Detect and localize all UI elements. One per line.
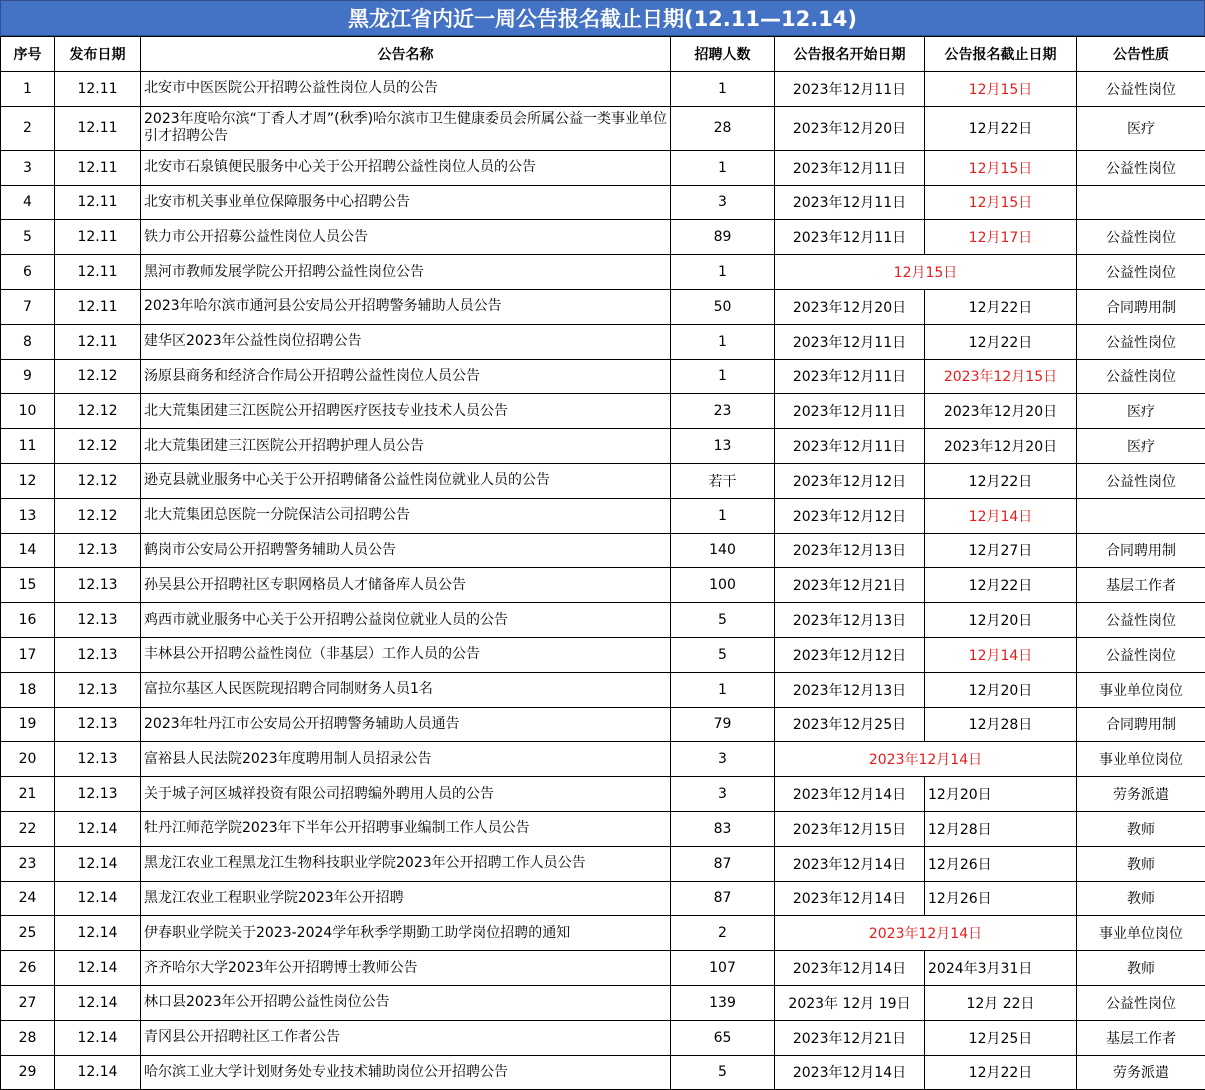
- cell-date[interactable]: 12.13: [55, 568, 141, 603]
- table-row: [1, 72, 1205, 107]
- cell-type[interactable]: 合同聘用制: [1077, 707, 1205, 742]
- cell-type[interactable]: 公益性岗位: [1077, 985, 1205, 1020]
- cell-end[interactable]: 12月22日: [925, 1055, 1077, 1090]
- cell-no[interactable]: 16: [1, 603, 55, 638]
- cell-name[interactable]: 建华区2023年公益性岗位招聘公告: [141, 324, 671, 359]
- cell-no[interactable]: 18: [1, 672, 55, 707]
- cell-name[interactable]: 哈尔滨工业大学计划财务处专业技术辅助岗位公开招聘公告: [141, 1055, 671, 1090]
- cell-name[interactable]: 北安市中医医院公开招聘公益性岗位人员的公告: [141, 72, 671, 107]
- cell-date[interactable]: 12.12: [55, 359, 141, 394]
- cell-end[interactable]: 12月15日: [925, 150, 1077, 185]
- cell-date[interactable]: 12.14: [55, 951, 141, 986]
- cell-end[interactable]: 12月20日: [925, 672, 1077, 707]
- cell-date[interactable]: 12.14: [55, 985, 141, 1020]
- cell-count[interactable]: 1: [671, 498, 775, 533]
- cell-no[interactable]: 10: [1, 394, 55, 429]
- cell-end[interactable]: 12月20日: [925, 603, 1077, 638]
- cell-count[interactable]: 83: [671, 811, 775, 846]
- cell-date[interactable]: 12.12: [55, 429, 141, 464]
- cell-start[interactable]: 2023年12月14日: [775, 846, 925, 881]
- table-row: [1, 881, 1205, 916]
- cell-no[interactable]: 29: [1, 1055, 55, 1090]
- cell-name[interactable]: 鹤岗市公安局公开招聘警务辅助人员公告: [141, 533, 671, 568]
- cell-count[interactable]: 1: [671, 359, 775, 394]
- cell-count[interactable]: 87: [671, 846, 775, 881]
- cell-end[interactable]: 12月22日: [925, 106, 1077, 150]
- cell-date[interactable]: 12.11: [55, 220, 141, 255]
- cell-type[interactable]: 医疗: [1077, 429, 1205, 464]
- cell-end[interactable]: 12月15日: [925, 72, 1077, 107]
- cell-name[interactable]: 铁力市公开招募公益性岗位人员公告: [141, 220, 671, 255]
- cell-end[interactable]: 12月26日: [925, 846, 1077, 881]
- cell-no[interactable]: 12: [1, 463, 55, 498]
- cell-no[interactable]: 20: [1, 742, 55, 777]
- cell-end[interactable]: 2024年3月31日: [925, 951, 1077, 986]
- cell-no[interactable]: 2: [1, 106, 55, 150]
- cell-count[interactable]: 140: [671, 533, 775, 568]
- table-row: [1, 742, 1205, 777]
- cell-name[interactable]: 逊克县就业服务中心关于公开招聘储备公益性岗位就业人员的公告: [141, 463, 671, 498]
- cell-start[interactable]: 2023年12月12日: [775, 498, 925, 533]
- cell-type[interactable]: 医疗: [1077, 394, 1205, 429]
- cell-count[interactable]: 1: [671, 672, 775, 707]
- table-row: [1, 289, 1205, 324]
- table-row: [1, 106, 1205, 150]
- table-row: [1, 811, 1205, 846]
- header-name: 公告名称: [141, 37, 671, 72]
- cell-count[interactable]: 139: [671, 985, 775, 1020]
- cell-name[interactable]: 北安市机关事业单位保障服务中心招聘公告: [141, 185, 671, 220]
- cell-date[interactable]: 12.14: [55, 811, 141, 846]
- cell-count[interactable]: 13: [671, 429, 775, 464]
- cell-date[interactable]: 12.11: [55, 324, 141, 359]
- cell-end[interactable]: 2023年12月20日: [925, 394, 1077, 429]
- cell-start[interactable]: 2023年12月11日: [775, 359, 925, 394]
- cell-date[interactable]: 12.11: [55, 72, 141, 107]
- cell-type[interactable]: 教师: [1077, 951, 1205, 986]
- table-row: [1, 220, 1205, 255]
- cell-count[interactable]: 23: [671, 394, 775, 429]
- cell-no[interactable]: 3: [1, 150, 55, 185]
- cell-count[interactable]: 5: [671, 603, 775, 638]
- table-row: [1, 463, 1205, 498]
- cell-end[interactable]: 12月22日: [925, 568, 1077, 603]
- cell-name[interactable]: 富裕县人民法院2023年度聘用制人员招录公告: [141, 742, 671, 777]
- cell-type[interactable]: 事业单位岗位: [1077, 916, 1205, 951]
- cell-no[interactable]: 15: [1, 568, 55, 603]
- cell-name[interactable]: 汤原县商务和经济合作局公开招聘公益性岗位人员公告: [141, 359, 671, 394]
- cell-end[interactable]: 12月26日: [925, 881, 1077, 916]
- cell-no[interactable]: 28: [1, 1020, 55, 1055]
- cell-count[interactable]: 100: [671, 568, 775, 603]
- cell-count[interactable]: 若干: [671, 463, 775, 498]
- cell-count[interactable]: 5: [671, 1055, 775, 1090]
- header-count: 招聘人数: [671, 37, 775, 72]
- cell-start[interactable]: 2023年12月11日: [775, 150, 925, 185]
- cell-start[interactable]: 2023年12月21日: [775, 568, 925, 603]
- cell-date[interactable]: 12.14: [55, 881, 141, 916]
- cell-count[interactable]: 89: [671, 220, 775, 255]
- cell-type[interactable]: 公益性岗位: [1077, 637, 1205, 672]
- cell-no[interactable]: 23: [1, 846, 55, 881]
- cell-start[interactable]: 2023年12月25日: [775, 707, 925, 742]
- cell-count[interactable]: 1: [671, 72, 775, 107]
- table-row: [1, 150, 1205, 185]
- cell-start[interactable]: 2023年12月14日: [775, 1055, 925, 1090]
- cell-count[interactable]: 50: [671, 289, 775, 324]
- table-row: [1, 846, 1205, 881]
- cell-type[interactable]: 教师: [1077, 846, 1205, 881]
- cell-count[interactable]: 3: [671, 185, 775, 220]
- table-row: [1, 498, 1205, 533]
- cell-name[interactable]: 黑河市教师发展学院公开招聘公益性岗位公告: [141, 255, 671, 290]
- cell-start[interactable]: 2023年12月11日: [775, 220, 925, 255]
- cell-type[interactable]: 公益性岗位: [1077, 150, 1205, 185]
- cell-count[interactable]: 1: [671, 324, 775, 359]
- cell-type[interactable]: 公益性岗位: [1077, 463, 1205, 498]
- cell-name[interactable]: 鸡西市就业服务中心关于公开招聘公益岗位就业人员的公告: [141, 603, 671, 638]
- cell-name[interactable]: 齐齐哈尔大学2023年公开招聘博士教师公告: [141, 951, 671, 986]
- cell-date[interactable]: 12.14: [55, 916, 141, 951]
- table-row: [1, 255, 1205, 290]
- cell-name[interactable]: 2023年牡丹江市公安局公开招聘警务辅助人员通告: [141, 707, 671, 742]
- cell-end[interactable]: 12月28日: [925, 707, 1077, 742]
- cell-no[interactable]: 9: [1, 359, 55, 394]
- cell-no[interactable]: 13: [1, 498, 55, 533]
- cell-start[interactable]: 2023年12月11日: [775, 185, 925, 220]
- cell-date[interactable]: 12.11: [55, 289, 141, 324]
- cell-no[interactable]: 11: [1, 429, 55, 464]
- cell-no[interactable]: 6: [1, 255, 55, 290]
- cell-end[interactable]: 12月22日: [925, 324, 1077, 359]
- cell-type[interactable]: 劳务派遣: [1077, 777, 1205, 812]
- cell-start[interactable]: 2023年12月14日: [775, 881, 925, 916]
- table-row: [1, 1020, 1205, 1055]
- cell-date[interactable]: 12.13: [55, 742, 141, 777]
- cell-no[interactable]: 17: [1, 637, 55, 672]
- cell-no[interactable]: 8: [1, 324, 55, 359]
- cell-name[interactable]: 2023年度哈尔滨“丁香人才周”(秋季)哈尔滨市卫生健康委员会所属公益一类事业单位引才招聘公告: [141, 106, 671, 150]
- header-start: 公告报名开始日期: [775, 37, 925, 72]
- cell-start[interactable]: 2023年12月12日: [775, 463, 925, 498]
- cell-start[interactable]: 2023年12月13日: [775, 533, 925, 568]
- cell-name[interactable]: 牡丹江师范学院2023年下半年公开招聘事业编制工作人员公告: [141, 811, 671, 846]
- table-row: [1, 637, 1205, 672]
- cell-count[interactable]: 28: [671, 106, 775, 150]
- header-date: 发布日期: [55, 37, 141, 72]
- cell-start[interactable]: 2023年12月13日: [775, 603, 925, 638]
- cell-end[interactable]: 12月14日: [925, 637, 1077, 672]
- cell-name[interactable]: 北大荒集团总医院一分院保洁公司招聘公告: [141, 498, 671, 533]
- header-end: 公告报名截止日期: [925, 37, 1077, 72]
- cell-start[interactable]: 2023年12月11日: [775, 429, 925, 464]
- cell-date[interactable]: 12.14: [55, 1020, 141, 1055]
- cell-date[interactable]: 12.12: [55, 463, 141, 498]
- cell-count[interactable]: 1: [671, 255, 775, 290]
- table-row: [1, 951, 1205, 986]
- cell-date[interactable]: 12.11: [55, 185, 141, 220]
- cell-end[interactable]: 12月28日: [925, 811, 1077, 846]
- cell-end[interactable]: 12月 22日: [925, 985, 1077, 1020]
- cell-name[interactable]: 林口县2023年公开招聘公益性岗位公告: [141, 985, 671, 1020]
- cell-type[interactable]: 合同聘用制: [1077, 533, 1205, 568]
- cell-name[interactable]: 北大荒集团建三江医院公开招聘医疗医技专业技术人员公告: [141, 394, 671, 429]
- cell-type[interactable]: 公益性岗位: [1077, 359, 1205, 394]
- header-row: [1, 37, 1205, 72]
- table-row: [1, 1055, 1205, 1090]
- cell-type[interactable]: 事业单位岗位: [1077, 742, 1205, 777]
- cell-date[interactable]: 12.11: [55, 150, 141, 185]
- cell-no[interactable]: 1: [1, 72, 55, 107]
- cell-end[interactable]: 12月20日: [925, 777, 1077, 812]
- table-row: [1, 359, 1205, 394]
- cell-type[interactable]: 医疗: [1077, 106, 1205, 150]
- cell-type[interactable]: 合同聘用制: [1077, 289, 1205, 324]
- cell-end[interactable]: 2023年12月15日: [925, 359, 1077, 394]
- cell-date[interactable]: 12.13: [55, 637, 141, 672]
- sheet-title: 黑龙江省内近一周公告报名截止日期(12.11—12.14): [0, 0, 1205, 36]
- cell-type[interactable]: 劳务派遣: [1077, 1055, 1205, 1090]
- cell-name[interactable]: 北大荒集团建三江医院公开招聘护理人员公告: [141, 429, 671, 464]
- cell-start[interactable]: 2023年12月14日: [775, 951, 925, 986]
- cell-no[interactable]: 4: [1, 185, 55, 220]
- cell-count[interactable]: 5: [671, 637, 775, 672]
- cell-no[interactable]: 5: [1, 220, 55, 255]
- cell-start[interactable]: 2023年12月12日: [775, 637, 925, 672]
- cell-start[interactable]: 2023年12月13日: [775, 672, 925, 707]
- cell-count[interactable]: 3: [671, 777, 775, 812]
- cell-end[interactable]: 12月15日: [925, 185, 1077, 220]
- cell-deadline-merged[interactable]: 12月15日: [775, 255, 1077, 290]
- cell-date[interactable]: 12.12: [55, 394, 141, 429]
- cell-end[interactable]: 12月22日: [925, 289, 1077, 324]
- cell-start[interactable]: 2023年 12月 19日: [775, 985, 925, 1020]
- cell-date[interactable]: 12.12: [55, 498, 141, 533]
- table-row: [1, 533, 1205, 568]
- cell-end[interactable]: 2023年12月20日: [925, 429, 1077, 464]
- cell-end[interactable]: 12月27日: [925, 533, 1077, 568]
- cell-type[interactable]: 公益性岗位: [1077, 255, 1205, 290]
- cell-date[interactable]: 12.13: [55, 533, 141, 568]
- table-row: [1, 394, 1205, 429]
- table-row: [1, 185, 1205, 220]
- cell-name[interactable]: 丰林县公开招聘公益性岗位（非基层）工作人员的公告: [141, 637, 671, 672]
- cell-type[interactable]: [1077, 185, 1205, 220]
- cell-name[interactable]: 关于城子河区城祥投资有限公司招聘编外聘用人员的公告: [141, 777, 671, 812]
- cell-type[interactable]: 公益性岗位: [1077, 220, 1205, 255]
- cell-name[interactable]: 北安市石泉镇便民服务中心关于公开招聘公益性岗位人员的公告: [141, 150, 671, 185]
- cell-type[interactable]: 公益性岗位: [1077, 72, 1205, 107]
- cell-end[interactable]: 12月17日: [925, 220, 1077, 255]
- cell-no[interactable]: 22: [1, 811, 55, 846]
- cell-start[interactable]: 2023年12月11日: [775, 72, 925, 107]
- table-row: [1, 568, 1205, 603]
- cell-name[interactable]: 青冈县公开招聘社区工作者公告: [141, 1020, 671, 1055]
- cell-start[interactable]: 2023年12月11日: [775, 394, 925, 429]
- cell-type[interactable]: 教师: [1077, 811, 1205, 846]
- cell-no[interactable]: 19: [1, 707, 55, 742]
- cell-name[interactable]: 富拉尔基区人民医院现招聘合同制财务人员1名: [141, 672, 671, 707]
- cell-date[interactable]: 12.13: [55, 603, 141, 638]
- cell-name[interactable]: 伊春职业学院关于2023-2024学年秋季学期勤工助学岗位招聘的通知: [141, 916, 671, 951]
- cell-count[interactable]: 107: [671, 951, 775, 986]
- table-row: [1, 916, 1205, 951]
- cell-start[interactable]: 2023年12月20日: [775, 289, 925, 324]
- cell-type[interactable]: 基层工作者: [1077, 568, 1205, 603]
- cell-count[interactable]: 79: [671, 707, 775, 742]
- cell-deadline-merged[interactable]: 2023年12月14日: [775, 916, 1077, 951]
- cell-count[interactable]: 65: [671, 1020, 775, 1055]
- table-row: [1, 707, 1205, 742]
- table-row: [1, 429, 1205, 464]
- announcement-table: [0, 36, 1205, 1090]
- cell-date[interactable]: 12.14: [55, 846, 141, 881]
- cell-deadline-merged[interactable]: 2023年12月14日: [775, 742, 1077, 777]
- cell-type[interactable]: 公益性岗位: [1077, 324, 1205, 359]
- cell-count[interactable]: 1: [671, 150, 775, 185]
- cell-date[interactable]: 12.11: [55, 255, 141, 290]
- cell-type[interactable]: 事业单位岗位: [1077, 672, 1205, 707]
- cell-count[interactable]: 2: [671, 916, 775, 951]
- cell-type[interactable]: 公益性岗位: [1077, 603, 1205, 638]
- cell-date[interactable]: 12.13: [55, 672, 141, 707]
- cell-start[interactable]: 2023年12月15日: [775, 811, 925, 846]
- cell-name[interactable]: 黑龙江农业工程黑龙江生物科技职业学院2023年公开招聘工作人员公告: [141, 846, 671, 881]
- cell-end[interactable]: 12月14日: [925, 498, 1077, 533]
- table-row: [1, 672, 1205, 707]
- cell-no[interactable]: 7: [1, 289, 55, 324]
- cell-count[interactable]: 3: [671, 742, 775, 777]
- table-body: [1, 72, 1205, 1090]
- cell-no[interactable]: 14: [1, 533, 55, 568]
- header-no: 序号: [1, 37, 55, 72]
- cell-count[interactable]: 87: [671, 881, 775, 916]
- cell-start[interactable]: 2023年12月20日: [775, 106, 925, 150]
- cell-name[interactable]: 孙吴县公开招聘社区专职网格员人才储备库人员公告: [141, 568, 671, 603]
- cell-end[interactable]: 12月22日: [925, 463, 1077, 498]
- cell-no[interactable]: 27: [1, 985, 55, 1020]
- cell-type[interactable]: [1077, 498, 1205, 533]
- table-row: [1, 777, 1205, 812]
- cell-start[interactable]: 2023年12月11日: [775, 324, 925, 359]
- cell-end[interactable]: 12月25日: [925, 1020, 1077, 1055]
- cell-type[interactable]: 教师: [1077, 881, 1205, 916]
- cell-name[interactable]: 2023年哈尔滨市通河县公安局公开招聘警务辅助人员公告: [141, 289, 671, 324]
- header-type: 公告性质: [1077, 37, 1205, 72]
- table-row: [1, 985, 1205, 1020]
- cell-date[interactable]: 12.14: [55, 1055, 141, 1090]
- table-row: [1, 324, 1205, 359]
- table-row: [1, 603, 1205, 638]
- cell-no[interactable]: 25: [1, 916, 55, 951]
- cell-start[interactable]: 2023年12月21日: [775, 1020, 925, 1055]
- cell-start[interactable]: 2023年12月14日: [775, 777, 925, 812]
- cell-no[interactable]: 24: [1, 881, 55, 916]
- cell-date[interactable]: 12.13: [55, 707, 141, 742]
- cell-no[interactable]: 26: [1, 951, 55, 986]
- cell-date[interactable]: 12.13: [55, 777, 141, 812]
- cell-no[interactable]: 21: [1, 777, 55, 812]
- cell-date[interactable]: 12.11: [55, 106, 141, 150]
- cell-type[interactable]: 基层工作者: [1077, 1020, 1205, 1055]
- cell-name[interactable]: 黑龙江农业工程职业学院2023年公开招聘: [141, 881, 671, 916]
